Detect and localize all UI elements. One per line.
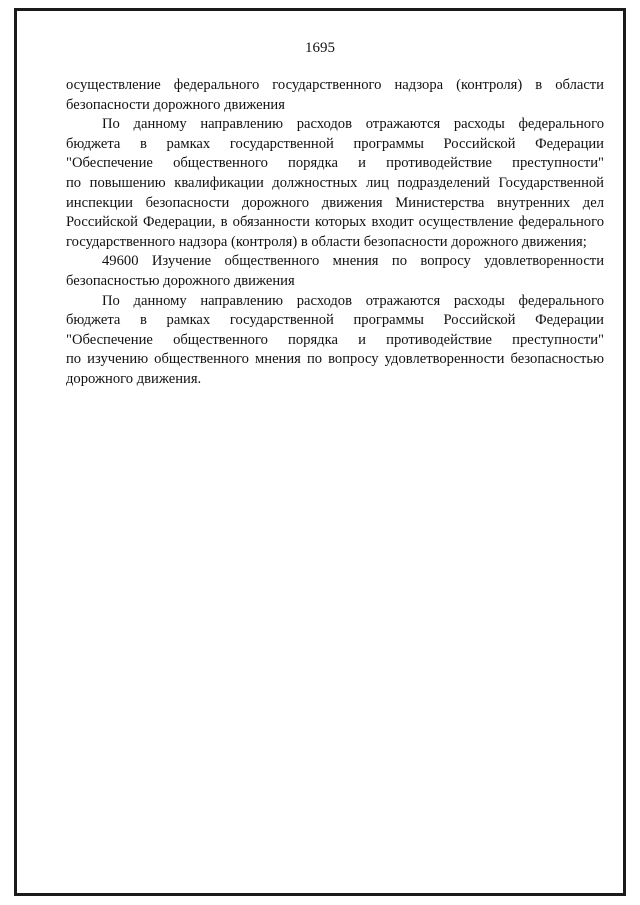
text-line: бюджета в рамках государственной программы Российской Федерации [66,135,604,152]
paragraph-heading [66,252,604,291]
text-line: инспекции безопасности дорожного движения Министерства внутренних дел [66,194,604,211]
text-line: бюджета в рамках государственной программы Российской Федерации [66,312,604,329]
text-line: дорожного движения. [66,370,202,387]
text-line: По данному направлению расходов отражаются расходы федерального [102,116,604,133]
paragraph [66,115,604,252]
text-line: По данному направлению расходов отражаются расходы федерального [102,292,604,309]
text-line: по изучению общественного мнения по вопросу удовлетворенности безопасностью [66,351,604,368]
paragraph [66,292,604,390]
text-line: Российской Федерации, в обязанности которых входит осуществление федерального [66,214,604,231]
paragraph [66,76,604,115]
text-line: осуществление федерального государственного надзора (контроля) в области [66,77,604,93]
text-line: "Обеспечение общественного порядка и противодействие преступности" [66,155,604,172]
text-line: безопасностью дорожного движения [66,272,295,289]
document-body [66,76,604,390]
text-line: по повышению квалификации должностных лиц подразделений Государственной [66,174,604,191]
page-number: 1695 [305,40,335,56]
text-line: государственного надзора (контроля) в области безопасности дорожного движения; [66,233,587,250]
text-line: 49600 Изучение общественного мнения по вопросу удовлетворенности [102,253,604,270]
text-line: "Обеспечение общественного порядка и противодействие преступности" [66,331,604,348]
text-line: безопасности дорожного движения [66,96,285,113]
document-page [14,8,626,896]
